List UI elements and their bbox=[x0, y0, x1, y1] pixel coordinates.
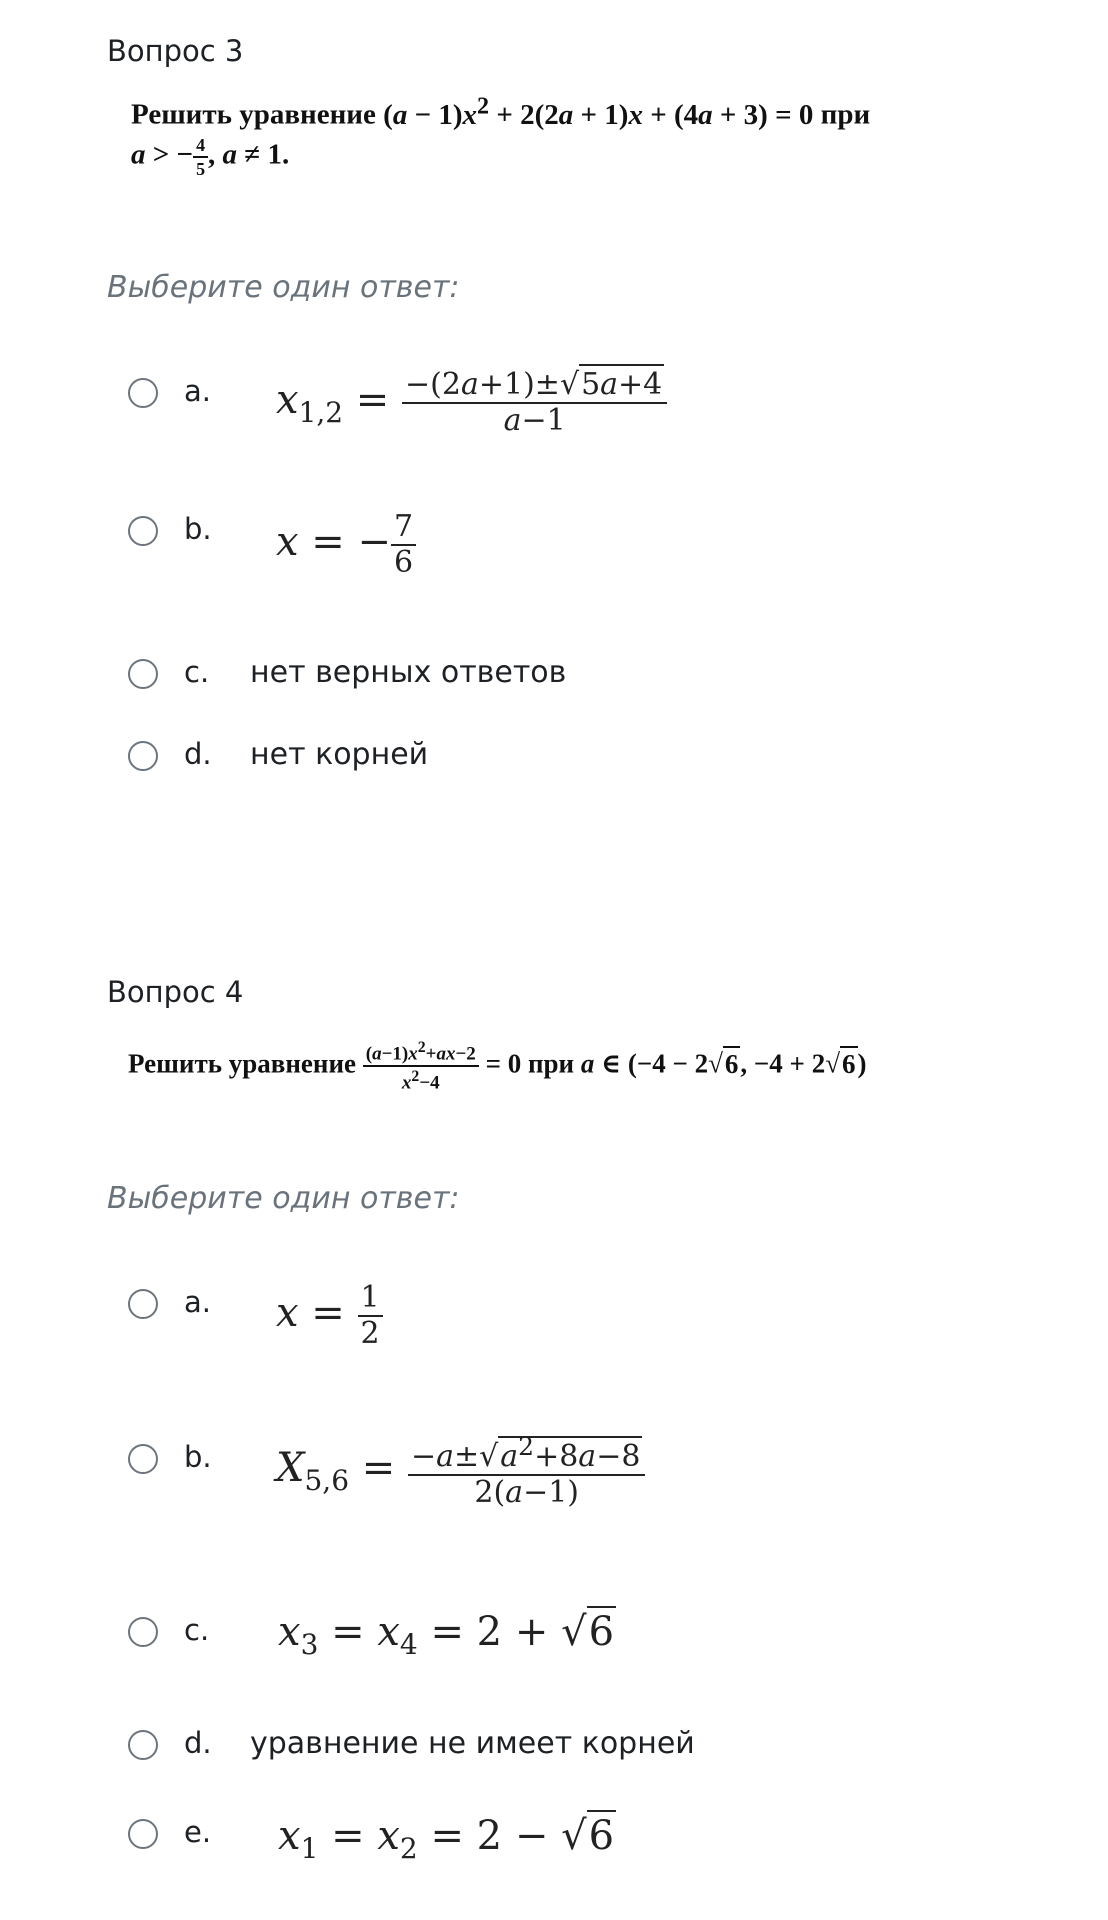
q3-option-c-text: нет верных ответов bbox=[250, 655, 567, 690]
question-4-interval: a ∈ (−4 − 2√6, −4 + 2√6) bbox=[581, 1046, 867, 1079]
q3-option-c-radio[interactable] bbox=[128, 659, 158, 689]
question-4-title: Вопрос 4 bbox=[107, 975, 244, 1009]
question-3-condition: a > − $\frac{4}{5}$ , a ≠ 1. bbox=[131, 136, 290, 178]
question-3-suffix: при bbox=[820, 98, 871, 131]
q3-option-b-radio[interactable] bbox=[128, 516, 158, 546]
q3-option-d-letter: d. bbox=[184, 737, 212, 771]
q3-option-a-letter: a. bbox=[184, 374, 211, 408]
q3-option-a-formula: $x_{1,2}$ = $\frac{-(2a+1)\pm√5a+4}{a-1}$ bbox=[276, 370, 667, 436]
question-3-text bbox=[131, 92, 1011, 132]
q4-option-a-letter: a. bbox=[184, 1285, 211, 1319]
q3-option-a-radio[interactable] bbox=[128, 378, 158, 408]
question-4-prefix: Решить уравнение bbox=[128, 1048, 356, 1079]
q4-option-b-radio[interactable] bbox=[128, 1444, 158, 1474]
question-3-title: Вопрос 3 bbox=[107, 34, 244, 68]
question-4-suffix: при bbox=[527, 1048, 575, 1079]
q3-option-d-radio[interactable] bbox=[128, 741, 158, 771]
question-4-prompt: Выберите один ответ: bbox=[107, 1181, 460, 1216]
q3-option-b-letter: b. bbox=[184, 512, 212, 546]
q4-option-a-radio[interactable] bbox=[128, 1289, 158, 1319]
q3-option-d-text: нет корней bbox=[250, 737, 429, 772]
question-4-fraction: $\frac{(a-1)x^2+ax-2}{x^2-4}$ bbox=[363, 1040, 479, 1093]
q4-option-c-radio[interactable] bbox=[128, 1617, 158, 1647]
q4-option-d-letter: d. bbox=[184, 1726, 212, 1760]
q4-option-e-radio[interactable] bbox=[128, 1819, 158, 1849]
q3-option-c-letter: c. bbox=[184, 655, 210, 689]
question-3-equation: $(a - 1)x^2 + 2(2a + 1)x + (4a + 3) = 0$ bbox=[383, 92, 814, 131]
q4-option-c-letter: c. bbox=[184, 1613, 210, 1647]
question-4-equals: = 0 bbox=[485, 1048, 522, 1079]
q4-option-d-radio[interactable] bbox=[128, 1730, 158, 1760]
q4-option-b-formula: $X_{5,6}$ = $\frac{-a\pm√a^2+8a-8}{2(a-1)}$ bbox=[276, 1434, 645, 1508]
question-4-text bbox=[128, 1040, 1008, 1093]
q4-option-c-formula: $x_3 = x_4 = 2 + √6$ bbox=[278, 1609, 616, 1661]
q4-option-e-formula: $x_1 = x_2 = 2 - √6$ bbox=[278, 1813, 616, 1865]
q4-option-b-letter: b. bbox=[184, 1440, 212, 1474]
question-3-prompt: Выберите один ответ: bbox=[107, 270, 460, 305]
q3-option-b-formula: x = − $\frac{7}{6}$ bbox=[276, 512, 416, 578]
q4-option-e-letter: e. bbox=[184, 1815, 212, 1849]
q4-option-d-text: уравнение не имеет корней bbox=[250, 1726, 695, 1761]
q4-option-a-formula: x = $\frac{1}{2}$ bbox=[276, 1283, 383, 1349]
question-3-prefix: Решить уравнение bbox=[131, 98, 376, 131]
